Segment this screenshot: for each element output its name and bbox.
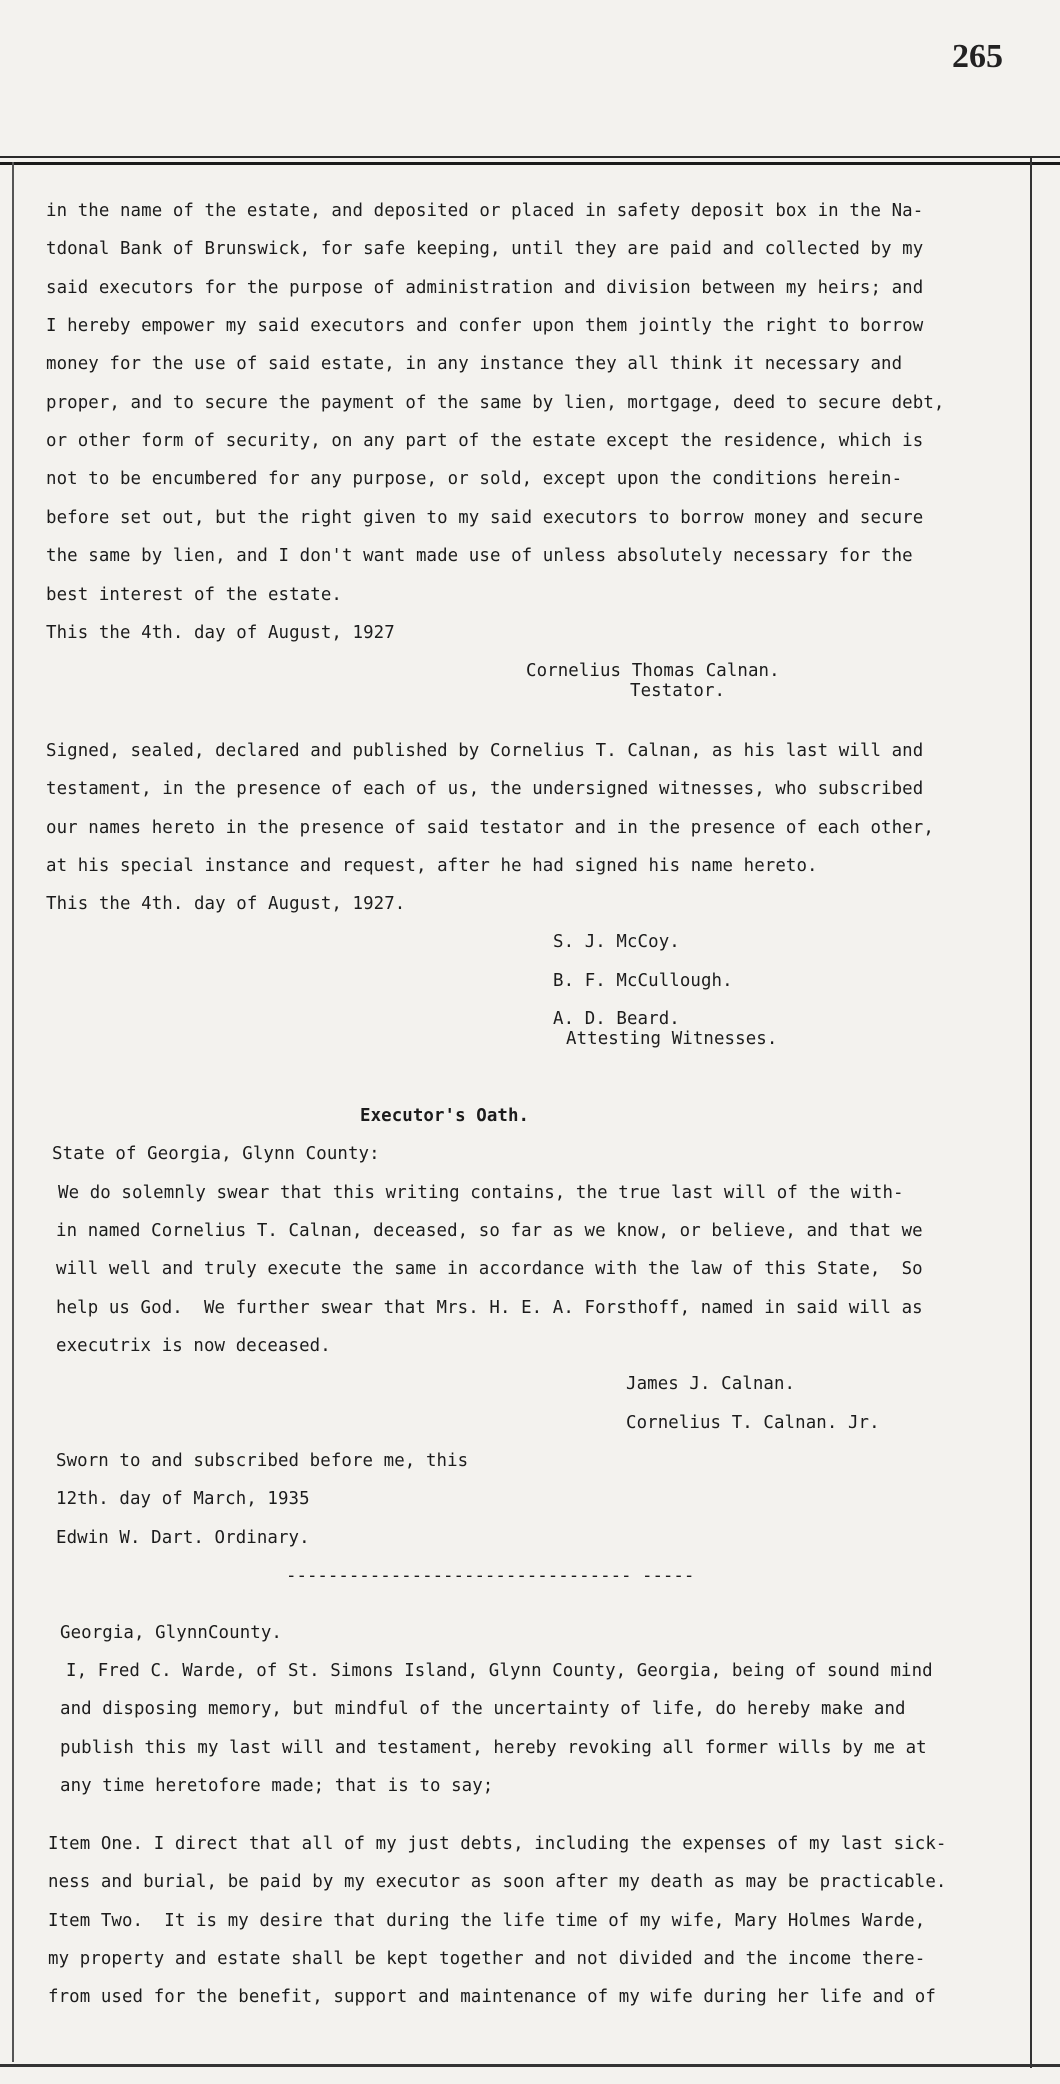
oath-line: in named Cornelius T. Calnan, deceased, so far as we know, or believe, and that we bbox=[56, 1221, 923, 1241]
will-line: I hereby empower my said executors and confer upon them jointly the right to borrow bbox=[46, 316, 924, 336]
attestation-date-line: This the 4th. day of August, 1927. bbox=[46, 894, 406, 914]
will-line: not to be encumbered for any purpose, or sold, except upon the conditions herein- bbox=[46, 469, 903, 489]
will-line: before set out, but the right given to my said executors to borrow money and secure bbox=[46, 508, 924, 528]
will-line: proper, and to secure the payment of the same by lien, mortgage, deed to secure debt, bbox=[46, 393, 945, 413]
jurat-line: 12th. day of March, 1935 bbox=[56, 1489, 310, 1509]
will-item-line: my property and estate shall be kept together and not divided and the income there- bbox=[48, 1949, 926, 1969]
will-line: best interest of the estate. bbox=[46, 585, 342, 605]
will-opening-line: and disposing memory, but mindful of the uncertainty of life, do hereby make and bbox=[60, 1699, 906, 1719]
witness-name: B. F. McCullough. bbox=[553, 971, 733, 991]
attestation-line: testament, in the presence of each of us, the undersigned witnesses, who subscribed bbox=[46, 779, 924, 799]
header-rule-thin bbox=[0, 156, 1060, 158]
jurat-line: Sworn to and subscribed before me, this bbox=[56, 1451, 469, 1471]
oath-line: We do solemnly swear that this writing contains, the true last will of the with- bbox=[58, 1183, 904, 1203]
will-opening-line: I, Fred C. Warde, of St. Simons Island, Glynn County, Georgia, being of sound mind bbox=[66, 1661, 933, 1681]
jurat-line: Edwin W. Dart. Ordinary. bbox=[56, 1528, 310, 1548]
right-margin-rule bbox=[1030, 158, 1032, 2068]
page-number: 265 bbox=[952, 38, 1003, 75]
testator-name: Cornelius Thomas Calnan. bbox=[526, 661, 780, 681]
oath-signer: Cornelius T. Calnan. Jr. bbox=[626, 1413, 880, 1433]
will-item-line: Item One. I direct that all of my just debts, including the expenses of my last sick- bbox=[48, 1834, 947, 1854]
will-item-line: Item Two. It is my desire that during the life time of my wife, Mary Holmes Warde, bbox=[48, 1911, 926, 1931]
header-rule-thick bbox=[0, 162, 1060, 165]
witness-name: A. D. Beard. bbox=[553, 1009, 680, 1029]
will-item-line: ness and burial, be paid by my executor as soon after my death as may be practicable. bbox=[48, 1872, 947, 1892]
oath-line: will well and truly execute the same in accordance with the law of this State, So bbox=[56, 1259, 923, 1279]
footer-rule bbox=[0, 2064, 1060, 2067]
will-line: the same by lien, and I don't want made use of unless absolutely necessary for the bbox=[46, 546, 913, 566]
will-line: or other form of security, on any part of the estate except the residence, which is bbox=[46, 431, 924, 451]
will-opening-line: publish this my last will and testament, hereby revoking all former wills by me at bbox=[60, 1738, 927, 1758]
section-separator: --------------------------------- ----- bbox=[286, 1566, 695, 1586]
oath-line: executrix is now deceased. bbox=[56, 1336, 331, 1356]
oath-title: Executor's Oath. bbox=[360, 1106, 530, 1126]
oath-venue: State of Georgia, Glynn County: bbox=[52, 1144, 380, 1164]
will-line: money for the use of said estate, in any instance they all think it necessary and bbox=[46, 354, 903, 374]
attestation-line: Signed, sealed, declared and published by Cornelius T. Calnan, as his last will and bbox=[46, 741, 924, 761]
attestation-line: at his special instance and request, after he had signed his name hereto. bbox=[46, 856, 818, 876]
witnesses-label: Attesting Witnesses. bbox=[566, 1029, 778, 1049]
will-line: said executors for the purpose of administration and division between my heirs; and bbox=[46, 278, 924, 298]
will-venue: Georgia, GlynnCounty. bbox=[60, 1623, 282, 1643]
will-date-line: This the 4th. day of August, 1927 bbox=[46, 623, 395, 643]
oath-line: help us God. We further swear that Mrs. H. E. A. Forsthoff, named in said will as bbox=[56, 1298, 923, 1318]
testator-title: Testator. bbox=[630, 681, 726, 701]
will-item-line: from used for the benefit, support and maintenance of my wife during her life and of bbox=[48, 1987, 936, 2007]
witness-name: S. J. McCoy. bbox=[553, 932, 680, 952]
oath-signer: James J. Calnan. bbox=[626, 1374, 796, 1394]
left-margin-rule bbox=[12, 162, 14, 2062]
attestation-line: our names hereto in the presence of said testator and in the presence of each other, bbox=[46, 818, 934, 838]
will-line: tdonal Bank of Brunswick, for safe keeping, until they are paid and collected by my bbox=[46, 239, 924, 259]
will-line: in the name of the estate, and deposited or placed in safety deposit box in the Na- bbox=[46, 201, 924, 221]
will-opening-line: any time heretofore made; that is to say; bbox=[60, 1776, 494, 1796]
